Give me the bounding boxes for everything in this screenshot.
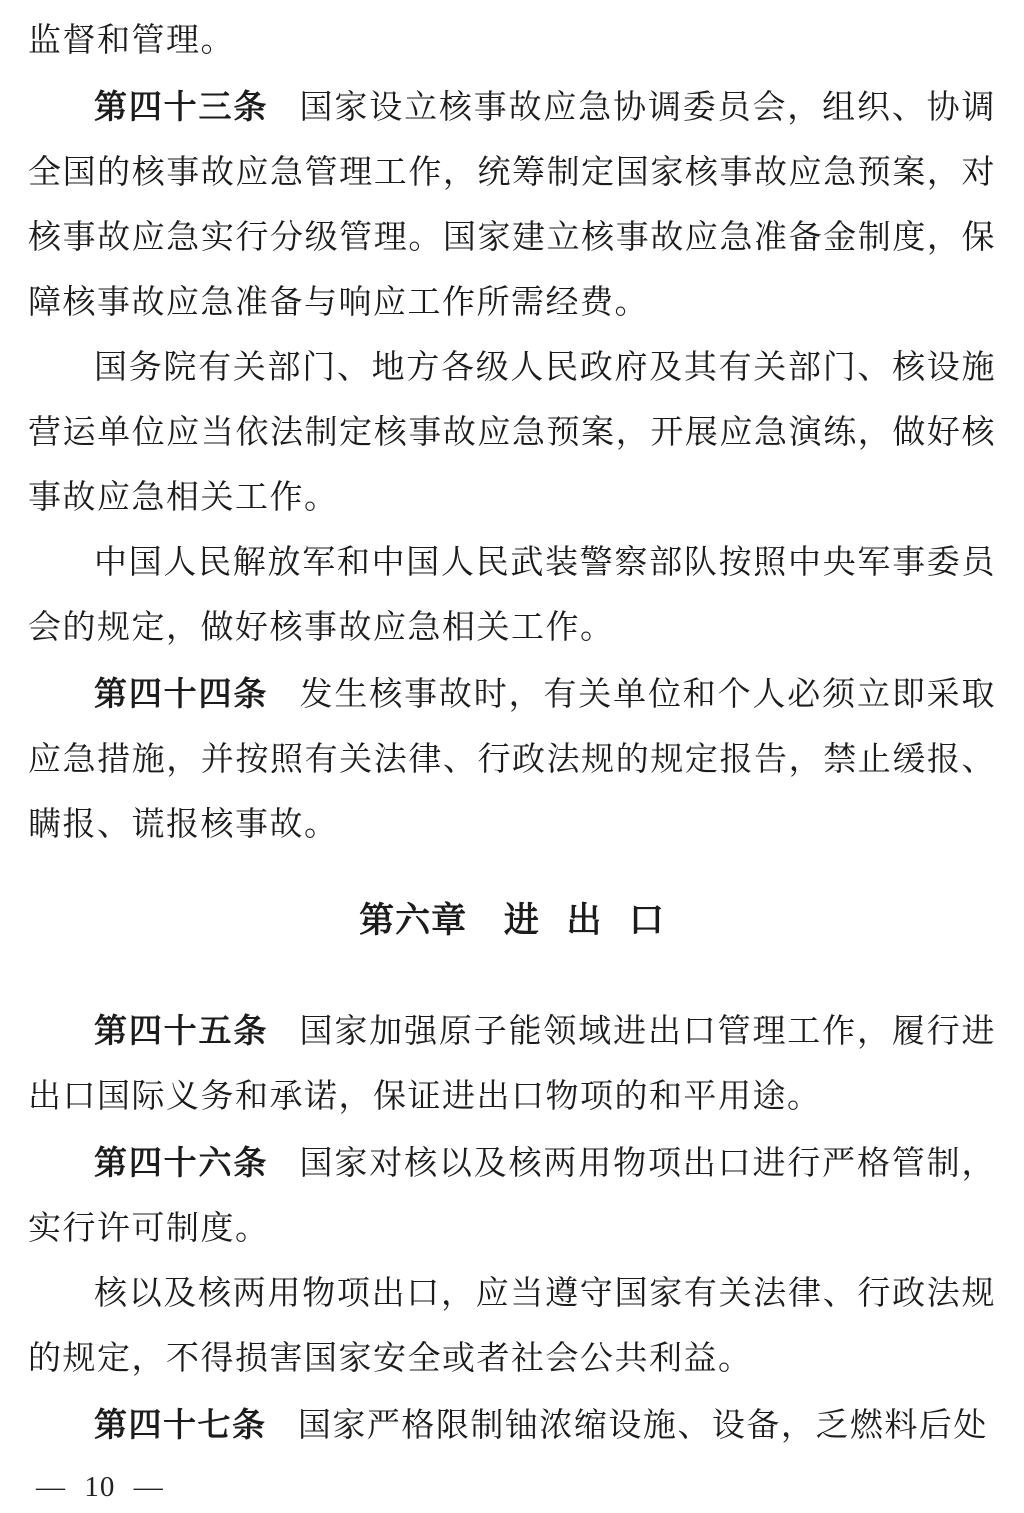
article-43-label: 第四十三条 [94, 88, 269, 125]
paragraph-article-47 [28, 1392, 996, 1459]
paragraph-text: 国务院有关部门、地方各级人民政府及其有关部门、核设施营运单位应当依法制定核事故应急预案，开展应急演练，做好核事故应急相关工作。 [28, 350, 996, 516]
paragraph-text: 国家对核以及核两用物项出口进行严格管制，实行许可制度。 [28, 1146, 997, 1247]
paragraph-text: 中国人民解放军和中国人民武装警察部队按照中央军事委员会的规定，做好核事故应急相关工作。 [28, 545, 996, 646]
paragraph-article-43 [28, 74, 996, 336]
page-number: — 10 — [36, 1471, 164, 1503]
paragraph-article-44 [28, 661, 996, 858]
article-44-label: 第四十四条 [94, 675, 269, 712]
paragraph-text: 核以及核两用物项出口，应当遵守国家有关法律、行政法规的规定，不得损害国家安全或者社会公共利益。 [28, 1276, 996, 1377]
article-46-label: 第四十六条 [94, 1144, 269, 1181]
paragraph-text: 国家设立核事故应急协调委员会，组织、协调全国的核事故应急管理工作，统筹制定国家核事故应急预案，对核事故应急实行分级管理。国家建立核事故应急准备金制度，保障核事故应急准备与响应工作所需经费。 [28, 90, 997, 321]
paragraph-text: 监督和管理。 [28, 23, 235, 59]
paragraph-text: 发生核事故时，有关单位和个人必须立即采取应急措施，并按照有关法律、行政法规的规定报告，禁止缓报、瞒报、谎报核事故。 [28, 677, 997, 843]
paragraph-text: 国家加强原子能领域进出口管理工作，履行进出口国际义务和承诺，保证进出口物项的和平用途。 [28, 1014, 997, 1115]
paragraph-article-46 [28, 1130, 996, 1262]
paragraph-pla [28, 531, 996, 661]
paragraph-article-45 [28, 998, 996, 1130]
chapter-title: 进 出 口 [503, 901, 665, 940]
paragraph-export-rules [28, 1262, 996, 1392]
paragraph-continuation [28, 9, 996, 74]
chapter-number: 第六章 [359, 901, 468, 940]
paragraph-text: 国家严格限制铀浓缩设施、设备，乏燃料后处 [297, 1408, 988, 1444]
chapter-heading [28, 888, 996, 953]
paragraph-state-council [28, 336, 996, 531]
article-45-label: 第四十五条 [94, 1012, 269, 1049]
article-47-label: 第四十七条 [94, 1406, 267, 1443]
